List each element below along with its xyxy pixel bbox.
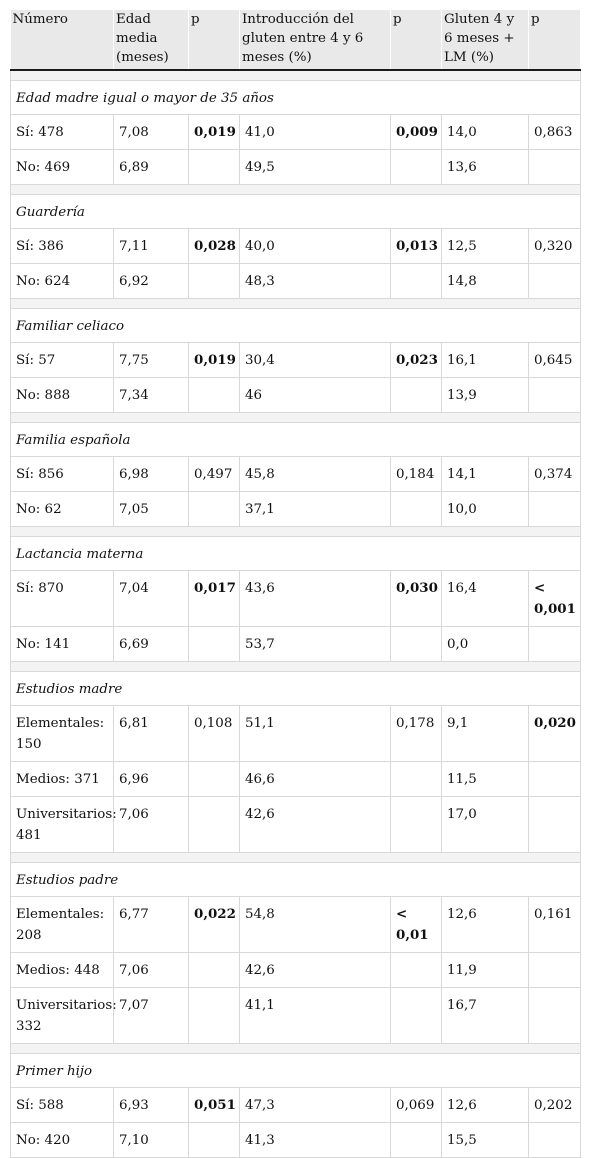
- table-cell: < 0,01: [391, 897, 442, 953]
- section-title: Edad madre igual o mayor de 35 años: [11, 81, 581, 115]
- table-cell: Medios: 371: [11, 762, 114, 797]
- table-cell: 7,04: [114, 571, 189, 627]
- table-cell: 10,0: [442, 492, 529, 527]
- table-cell: 12,5: [442, 229, 529, 264]
- table-cell: No: 469: [11, 150, 114, 185]
- table-cell: [529, 953, 581, 988]
- header-introduccion-gluten: Introducción del gluten entre 4 y 6 meses (%): [240, 10, 391, 70]
- section-heading-row: [11, 863, 581, 897]
- table-cell: 0,069: [391, 1088, 442, 1123]
- table-cell: 46: [240, 378, 391, 413]
- table-row: [11, 797, 581, 853]
- section-title: Familia española: [11, 423, 581, 457]
- table-cell: [391, 378, 442, 413]
- table-cell: [391, 627, 442, 662]
- table-cell: [529, 264, 581, 299]
- section-spacer: [11, 527, 581, 537]
- table-cell: [391, 150, 442, 185]
- section-spacer: [11, 185, 581, 195]
- table-cell: [189, 797, 240, 853]
- table-cell: 6,77: [114, 897, 189, 953]
- table-cell: 43,6: [240, 571, 391, 627]
- table-row: [11, 229, 581, 264]
- table-row: [11, 492, 581, 527]
- table-cell: 15,5: [442, 1123, 529, 1158]
- table-cell: 6,98: [114, 457, 189, 492]
- table-cell: 40,0: [240, 229, 391, 264]
- table-cell: 0,202: [529, 1088, 581, 1123]
- table-cell: [189, 988, 240, 1044]
- table-cell: 49,5: [240, 150, 391, 185]
- section-heading-row: [11, 423, 581, 457]
- table-cell: 0,019: [189, 343, 240, 378]
- table-cell: 7,08: [114, 115, 189, 150]
- table-cell: 47,3: [240, 1088, 391, 1123]
- spacer-cell: [11, 662, 581, 672]
- table-cell: 7,11: [114, 229, 189, 264]
- table-cell: [189, 150, 240, 185]
- table-cell: 11,5: [442, 762, 529, 797]
- table-cell: [529, 492, 581, 527]
- spacer-cell: [11, 70, 581, 81]
- table-row: [11, 953, 581, 988]
- table-cell: No: 888: [11, 378, 114, 413]
- section-heading-row: [11, 537, 581, 571]
- table-cell: 12,6: [442, 897, 529, 953]
- section-spacer: [11, 1044, 581, 1054]
- table-container: [10, 10, 580, 1158]
- table-cell: [391, 797, 442, 853]
- table-row: [11, 897, 581, 953]
- section-spacer: [11, 413, 581, 423]
- section-title: Lactancia materna: [11, 537, 581, 571]
- header-p-edad: p: [189, 10, 240, 70]
- table-cell: 0,374: [529, 457, 581, 492]
- table-cell: [189, 627, 240, 662]
- table-cell: Sí: 870: [11, 571, 114, 627]
- table-row: [11, 706, 581, 762]
- table-cell: 7,10: [114, 1123, 189, 1158]
- section-heading-row: [11, 195, 581, 229]
- section-heading-row: [11, 81, 581, 115]
- table-cell: [529, 378, 581, 413]
- table-cell: 7,06: [114, 797, 189, 853]
- table-cell: 46,6: [240, 762, 391, 797]
- table-cell: 42,6: [240, 953, 391, 988]
- spacer-cell: [11, 527, 581, 537]
- section-title: Primer hijo: [11, 1054, 581, 1088]
- header-numero: Número: [11, 10, 114, 70]
- section-title: Estudios madre: [11, 672, 581, 706]
- table-cell: 7,34: [114, 378, 189, 413]
- section-spacer: [11, 70, 581, 81]
- table-body: [11, 70, 581, 1158]
- table-cell: 0,017: [189, 571, 240, 627]
- table-cell: 0,108: [189, 706, 240, 762]
- table-cell: < 0,001: [529, 571, 581, 627]
- table-cell: Medios: 448: [11, 953, 114, 988]
- table-cell: 6,81: [114, 706, 189, 762]
- table-cell: [391, 492, 442, 527]
- table-row: [11, 571, 581, 627]
- table-cell: 30,4: [240, 343, 391, 378]
- table-cell: [529, 627, 581, 662]
- table-cell: Universitarios: 481: [11, 797, 114, 853]
- table-cell: 0,051: [189, 1088, 240, 1123]
- table-cell: 7,75: [114, 343, 189, 378]
- table-cell: No: 420: [11, 1123, 114, 1158]
- table-cell: [391, 264, 442, 299]
- table-row: [11, 988, 581, 1044]
- table-cell: 16,1: [442, 343, 529, 378]
- table-cell: [529, 762, 581, 797]
- table-cell: 37,1: [240, 492, 391, 527]
- table-cell: 0,645: [529, 343, 581, 378]
- table-cell: 0,0: [442, 627, 529, 662]
- spacer-cell: [11, 413, 581, 423]
- table-cell: No: 62: [11, 492, 114, 527]
- table-cell: 6,96: [114, 762, 189, 797]
- section-spacer: [11, 299, 581, 309]
- section-spacer: [11, 662, 581, 672]
- table-cell: 16,7: [442, 988, 529, 1044]
- table-cell: [189, 492, 240, 527]
- table-cell: [189, 1123, 240, 1158]
- table-cell: Sí: 856: [11, 457, 114, 492]
- table-cell: [189, 378, 240, 413]
- table-cell: No: 141: [11, 627, 114, 662]
- table-cell: [189, 264, 240, 299]
- table-cell: 17,0: [442, 797, 529, 853]
- table-cell: 42,6: [240, 797, 391, 853]
- table-cell: 0,184: [391, 457, 442, 492]
- table-cell: Sí: 386: [11, 229, 114, 264]
- table-cell: [529, 150, 581, 185]
- section-spacer: [11, 853, 581, 863]
- table-cell: 0,497: [189, 457, 240, 492]
- section-title: Familiar celiaco: [11, 309, 581, 343]
- section-heading-row: [11, 309, 581, 343]
- table-cell: 0,320: [529, 229, 581, 264]
- table-cell: 0,020: [529, 706, 581, 762]
- table-row: [11, 343, 581, 378]
- table-cell: 9,1: [442, 706, 529, 762]
- table-cell: 13,6: [442, 150, 529, 185]
- table-cell: 41,0: [240, 115, 391, 150]
- table-cell: 14,8: [442, 264, 529, 299]
- table-cell: 0,023: [391, 343, 442, 378]
- data-table: [10, 10, 581, 1158]
- table-cell: [391, 1123, 442, 1158]
- table-cell: [391, 988, 442, 1044]
- table-cell: 6,89: [114, 150, 189, 185]
- table-cell: 7,06: [114, 953, 189, 988]
- table-cell: [529, 797, 581, 853]
- header-edad-media: Edad media (meses): [114, 10, 189, 70]
- table-cell: Universitarios: 332: [11, 988, 114, 1044]
- table-cell: 0,019: [189, 115, 240, 150]
- table-cell: 45,8: [240, 457, 391, 492]
- header-gluten-lm: Gluten 4 y 6 meses + LM (%): [442, 10, 529, 70]
- table-row: [11, 264, 581, 299]
- table-cell: 0,009: [391, 115, 442, 150]
- table-cell: 13,9: [442, 378, 529, 413]
- table-cell: 0,178: [391, 706, 442, 762]
- table-cell: Elementales: 150: [11, 706, 114, 762]
- table-cell: Sí: 588: [11, 1088, 114, 1123]
- section-title: Guardería: [11, 195, 581, 229]
- table-cell: Elementales: 208: [11, 897, 114, 953]
- table-cell: 48,3: [240, 264, 391, 299]
- table-cell: 11,9: [442, 953, 529, 988]
- table-cell: Sí: 478: [11, 115, 114, 150]
- table-cell: 6,92: [114, 264, 189, 299]
- table-cell: 41,1: [240, 988, 391, 1044]
- table-cell: 0,028: [189, 229, 240, 264]
- table-cell: 0,022: [189, 897, 240, 953]
- table-cell: [391, 762, 442, 797]
- table-cell: [391, 953, 442, 988]
- table-row: [11, 457, 581, 492]
- table-cell: Sí: 57: [11, 343, 114, 378]
- table-cell: No: 624: [11, 264, 114, 299]
- table-row: [11, 627, 581, 662]
- table-cell: 0,030: [391, 571, 442, 627]
- table-cell: 54,8: [240, 897, 391, 953]
- table-row: [11, 762, 581, 797]
- table-cell: 0,161: [529, 897, 581, 953]
- table-row: [11, 1088, 581, 1123]
- table-cell: 14,0: [442, 115, 529, 150]
- table-row: [11, 1123, 581, 1158]
- spacer-cell: [11, 853, 581, 863]
- table-cell: 51,1: [240, 706, 391, 762]
- table-cell: [529, 1123, 581, 1158]
- table-cell: 0,863: [529, 115, 581, 150]
- table-row: [11, 115, 581, 150]
- table-cell: 14,1: [442, 457, 529, 492]
- table-cell: 16,4: [442, 571, 529, 627]
- table-row: [11, 150, 581, 185]
- table-cell: 7,07: [114, 988, 189, 1044]
- table-row: [11, 378, 581, 413]
- table-cell: 41,3: [240, 1123, 391, 1158]
- table-cell: 6,93: [114, 1088, 189, 1123]
- section-heading-row: [11, 672, 581, 706]
- table-cell: [189, 762, 240, 797]
- table-cell: [189, 953, 240, 988]
- table-cell: 6,69: [114, 627, 189, 662]
- table-cell: 7,05: [114, 492, 189, 527]
- spacer-cell: [11, 185, 581, 195]
- spacer-cell: [11, 1044, 581, 1054]
- table-cell: [529, 988, 581, 1044]
- table-cell: 0,013: [391, 229, 442, 264]
- header-p-introduccion: p: [391, 10, 442, 70]
- header-p-gluten-lm: p: [529, 10, 581, 70]
- table-cell: 53,7: [240, 627, 391, 662]
- spacer-cell: [11, 299, 581, 309]
- header-row: [11, 10, 581, 70]
- section-heading-row: [11, 1054, 581, 1088]
- section-title: Estudios padre: [11, 863, 581, 897]
- table-cell: 12,6: [442, 1088, 529, 1123]
